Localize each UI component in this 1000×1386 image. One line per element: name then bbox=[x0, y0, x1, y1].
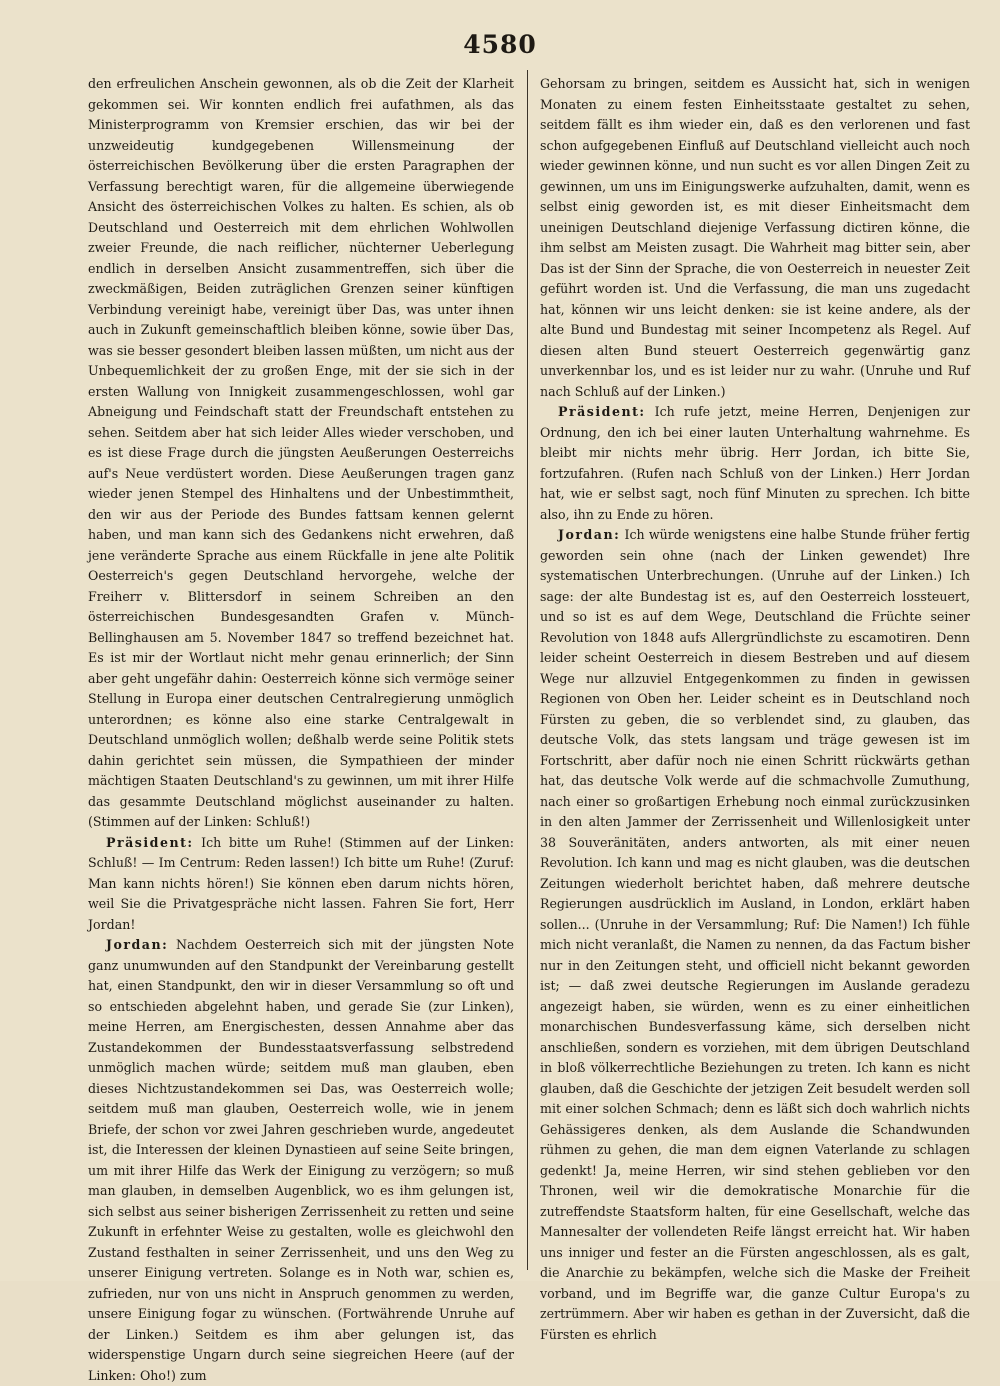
right-paragraph-3-text: Ich würde wenigstens eine halbe Stunde früher fertig geworden sein ohne (nach der Linken gewendet) Ihre systematischen Unterbrechungen. (Unruhe auf der Linken.) Ich sage: der alte Bundestag ist es, auf den Oesterreich lossteuert, und so ist es auf dem Wege, Deutschland die Früchte seiner Revolution von 1848 aufs Allergründlichste zu escamotiren. Denn leider scheint Oesterreich in diesem Bestreben und auf diesem Wege nur allzuviel Entgegenkommen zu finden in gewissen Regionen von Oben her. Leider scheint es in Deutschland noch Fürsten zu geben, die so verblendet sind, zu glauben, das deutsche Volk, das stets langsam und träge gewesen ist im Fortschritt, aber dafür noch nie einen Schritt rückwärts gethan hat, das deutsche Volk werde auf die schmachvolle Zumuthung, nach einer so großartigen Erhebung noch einmal zurückzusinken in den alten Jammer der Zerrissenheit und Willenlosigkeit unter 38 Souveränitäten, anders antworten, als mit einer neuen Revolution. Ich kann und mag es nicht glauben, was die deutschen Zeitungen wiederholt berichtet haben, daß mehrere deutsche Regierungen ausdrücklich im Ausland, in London, erklärt haben sollen... (Unruhe in der Versammlung; Ruf: Die Namen!) Ich fühle mich nicht veranlaßt, die Namen zu nennen, da das Factum bisher nur in den Zeitungen steht, und officiell nicht bekannt geworden ist; — daß zwei deutsche Regierungen im Auslande geradezu angezeigt haben, sie würden, wenn es zu einer einheitlichen monarchischen Bundesverfassung käme, sich derselben nicht anschließen, sondern es vorziehen, mit dem übrigen Deutschland in bloß völkerrechtliche Beziehungen zu treten. Ich kann es nicht glauben, daß die Geschichte der jetzigen Zeit besudelt werden soll mit einer solchen Schmach; denn es läßt sich doch wahrlich nichts Gehässigeres denken, als dem Auslande die Schandwunden rühmen zu gehen, die man dem eignen Vaterlande zu schlagen gedenkt! Ja, meine Herren, wir sind stehen geblieben vor den Thronen, weil wir die demokratische Monarchie für die zutreffendste Staatsform halten, für eine Gesellschaft, welche das Mannesalter der vollendeten Reife längst erreicht hat. Wir haben uns inniger und fester an die Fürsten angeschlossen, als es galt, die Anarchie zu bekämpfen, welche sich die Maske der Freiheit vorband, und im Begriffe war, die ganze Cultur Europa's zu zertrümmern. Aber wir haben es gethan in der Zuversicht, daß die Fürsten es ehrlich bbox=[540, 527, 970, 1342]
left-paragraph-2-text: Ich bitte um Ruhe! (Stimmen auf der Linken: Schluß! — Im Centrum: Reden lassen!) Ich bitte um Ruhe! (Zuruf: Man kann nichts hören!) Sie können eben darum nichts hören, weil Sie die Privatgespräche nicht lassen. Fahren Sie fort, Herr Jordan! bbox=[88, 834, 514, 932]
speaker-jordan: Jordan: bbox=[558, 527, 621, 542]
speaker-jordan: Jordan: bbox=[106, 937, 169, 952]
left-paragraph-3-text: Nachdem Oesterreich sich mit der jüngsten Note ganz unumwunden auf den Standpunkt der Vereinbarung gestellt hat, einen Standpunkt, den wir in dieser Versammlung so oft und so entschieden abgelehnt haben, und gerade Sie (zur Linken), meine Herren, am Energischesten, dessen Annahme aber das Zustandekommen der Bundesstaatsverfassung selbstredend unmöglich machen würde; seitdem muß man glauben, eben dieses Nichtzustandekommen sei Das, was Oesterreich wolle; seitdem muß man glauben, Oesterreich wolle, wie in jenem Briefe, der schon vor zwei Jahren geschrieben wurde, angedeutet ist, die Interessen der kleinen Dynastieen auf seine Seite bringen, um mit ihrer Hilfe das Werk der Einigung zu verzögern; so muß man glauben, in demselben Augenblick, wo es ihm gelungen ist, sich selbst aus seiner bisherigen Zerrissenheit zu retten und seine Zukunft in erfehnter Weise zu gestalten, wolle es gleichwohl den Zustand festhalten in seiner Zerrissenheit, und uns den Weg zu unserer Einigung vertreten. Solange es in Noth war, schien es, zufrieden, nur von uns nicht in Anspruch genommen zu werden, unsere Einigung fogar zu wünschen. (Fortwährende Unruhe auf der Linken.) Seitdem es ihm aber gelungen ist, das widerspenstige Ungarn durch seine siegreichen Heere (auf der Linken: Oho!) zum bbox=[88, 937, 514, 1383]
right-paragraph-2 bbox=[540, 402, 970, 525]
left-column bbox=[88, 74, 514, 1383]
left-paragraph-3 bbox=[88, 935, 514, 1386]
left-paragraph-1: den erfreulichen Anschein gewonnen, als ob die Zeit der Klarheit gekommen sei. Wir konnten endlich frei aufathmen, als das Ministerprogramm von Kremsier erschien, das wir bei der unzweideutig kundgegebenen Willensmeinung der österreichischen Bevölkerung über die ersten Paragraphen der Verfassung berechtigt waren, für die allgemeine überwiegende Ansicht des österreichischen Volkes zu halten. Es schien, als ob Deutschland und Oesterreich mit dem ehrlichen Wohlwollen zweier Freunde, die nach reiflicher, nüchterner Ueberlegung endlich in derselben Ansicht zusammentreffen, sich über die zweckmäßigen, Beiden zuträglichen Grenzen seiner künftigen Verbindung vereinigt habe, vereinigt über Das, was unter ihnen auch in Zukunft gemeinschaftlich bleiben könne, sowie über Das, was sie besser gesondert bleiben lassen müßten, um nicht aus der Unbequemlichkeit der zu großen Enge, mit der sie sich in der ersten Wallung von Innigkeit zusammengeschlossen, wohl gar Abneigung und Feindschaft statt der Freundschaft entstehen zu sehen. Seitdem aber hat sich leider Alles wieder verschoben, und es ist diese Frage durch die jüngsten Aeußerungen Oesterreichs auf's Neue verdüstert worden. Diese Aeußerungen tragen ganz wieder jenen Stempel des Hinhaltens und der Unbestimmtheit, den wir aus der Periode des Bundes fattsam kennen gelernt haben, und man kann sich des Gedankens nicht erwehren, daß jene veränderte Sprache aus einem Rückfalle in jene alte Politik Oesterreich's gegen Deutschland hervorgehe, welche der Freiherr v. Blittersdorf in seinem Schreiben an den österreichischen Bundesgesandten Grafen v. Münch-Bellinghausen am 5. November 1847 so treffend bezeichnet hat. Es ist mir der Wortlaut nicht mehr genau erinnerlich; der Sinn aber geht ungefähr dahin: Oesterreich könne sich vermöge seiner Stellung in Europa einer deutschen Centralregierung unmöglich unterordnen; es könne also eine starke Centralgewalt in Deutschland unmöglich wollen; deßhalb werde seine Politik stets dahin gerichtet sein müssen, die Sympathieen der minder mächtigen Staaten Deutschland's zu gewinnen, um mit ihrer Hilfe das gesammte Deutschland möglichst auseinander zu halten. (Stimmen auf der Linken: Schluß!) bbox=[88, 76, 514, 829]
right-paragraph-1: Gehorsam zu bringen, seitdem es Aussicht hat, sich in wenigen Monaten zu einem festen Einheitsstaate gestaltet zu sehen, seitdem fällt es ihm wieder ein, daß es den verlorenen und fast schon aufgegebenen Einfluß auf Deutschland vielleicht auch noch wieder gewinnen könne, und nun sucht es vor allen Dingen Zeit zu gewinnen, um uns im Einigungswerke aufzuhalten, damit, wenn es selbst einig geworden ist, es mit dieser Einheitsmacht dem uneinigen Deutschland diejenige Verfassung dictiren könne, die ihm selbst am Meisten zusagt. Die Wahrheit mag bitter sein, aber Das ist der Sinn der Sprache, die von Oesterreich in neuester Zeit geführt worden ist. Und die Verfassung, die man uns zugedacht hat, können wir uns leicht denken: sie ist keine andere, als der alte Bund und Bundestag mit seiner Incompetenz als Regel. Auf diesen alten Bund steuert Oesterreich gegenwärtig ganz unverkennbar los, und es ist leider nur zu wahr. (Unruhe und Ruf nach Schluß auf der Linken.) bbox=[540, 76, 970, 399]
speaker-praesident: Präsident: bbox=[106, 834, 194, 850]
left-paragraph-2 bbox=[88, 833, 514, 936]
right-column bbox=[540, 74, 970, 1342]
right-paragraph-2-text: Ich rufe jetzt, meine Herren, Denjenigen zur Ordnung, den ich bei einer lauten Unterhaltung wahrnehme. Es bleibt mir nichts mehr übrig. Herr Jordan, ich bitte Sie, fortzufahren. (Rufen nach Schluß von der Linken.) Herr Jordan hat, wie er selbst sagt, noch fünf Minuten zu sprechen. Ich bitte also, ihn zu Ende zu hören. bbox=[540, 404, 970, 522]
column-divider bbox=[527, 70, 528, 1270]
page-number: 4580 bbox=[463, 30, 537, 59]
right-paragraph-3 bbox=[540, 525, 970, 1345]
speaker-praesident: Präsident: bbox=[558, 404, 646, 419]
